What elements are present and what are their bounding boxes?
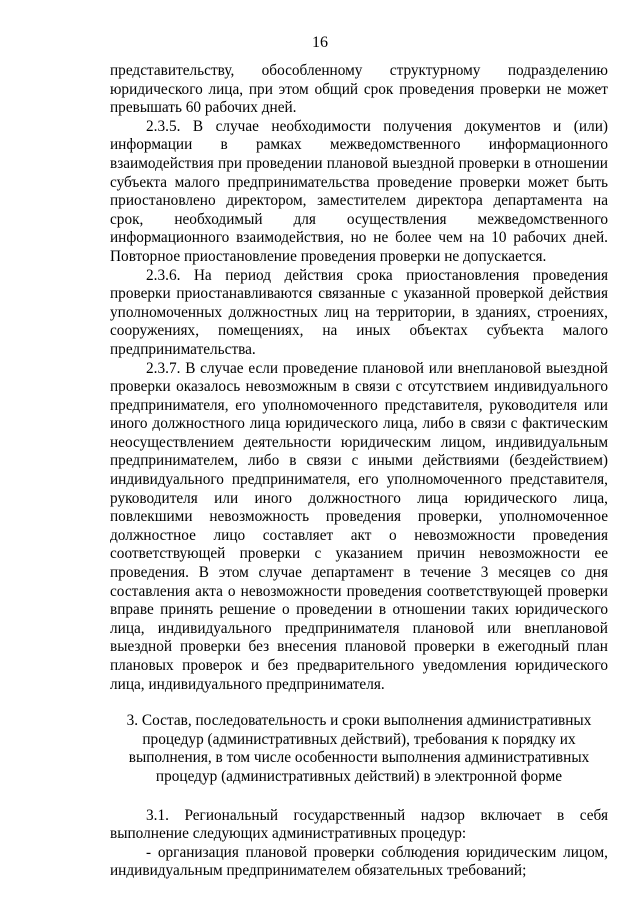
paragraph-3-1: 3.1. Региональный государственный надзор включает в себя выполнение следующих административных процедур: bbox=[110, 806, 608, 843]
list-item: - организация плановой проверки соблюдения юридическим лицом, индивидуальным предпринимателем обязательных требований; bbox=[110, 843, 608, 880]
paragraph-2-3-6: 2.3.6. На период действия срока приостановления проведения проверки приостанавливаются связанные с указанной проверкой действия уполномоченных должностных лиц на территории, в зданиях, строениях, сооружениях, помещениях, на иных объектах субъекта малого предпринимательства. bbox=[110, 266, 608, 358]
paragraph-2-3-5: 2.3.5. В случае необходимости получения документов и (или) информации в рамках межведомственного информационного взаимодействия при проведении плановой выездной проверки в отношении субъекта малого предпринимательства проведение проверки может быть приостановлено директором, заместителем директора департамента на срок, необходимый для осуществления межведомственного информационного взаимодействия, но не более чем на 10 рабочих дней. Повторное приостановление проведения проверки не допускается. bbox=[110, 117, 608, 265]
section-heading: 3. Состав, последовательность и сроки выполнения административных процедур (административных действий), требования к порядку их выполнения, в том числе особенности выполнения административных процедур (административных действий) в электронной форме bbox=[126, 712, 592, 785]
document-body bbox=[110, 62, 608, 881]
page-number: 16 bbox=[312, 34, 328, 51]
paragraph-2-3-7: 2.3.7. В случае если проведение плановой или внеплановой выездной проверки оказалось невозможным в связи с отсутствием индивидуального предпринимателя, его уполномоченного представителя, руководителя или иного должностного лица юридического лица, либо в связи с фактическим неосуществлением деятельности юридическим лицом, индивидуальным предпринимателем, либо в связи с иными действиями (бездействием) индивидуального предпринимателя, его уполномоченного представителя, руководителя или иного должностного лица юридического лица, повлекшими невозможность проведения проверки, уполномоченное должностное лицо составляет акт о невозможности проведения соответствующей проверки с указанием причин невозможности ее проведения. В этом случае департамент в течение 3 месяцев со дня составления акта о невозможности проведения соответствующей проверки вправе принять решение о проведении в отношении таких юридического лица, индивидуального предпринимателя плановой или внеплановой выездной проверки без внесения плановой проверки в ежегодный план плановых проверок и без предварительного уведомления юридического лица, индивидуального предпринимателя. bbox=[110, 359, 608, 693]
paragraph-continuation: представительству, обособленному структурному подразделению юридического лица, при этом общий срок проведения проверки не может превышать 60 рабочих дней. bbox=[110, 62, 608, 117]
